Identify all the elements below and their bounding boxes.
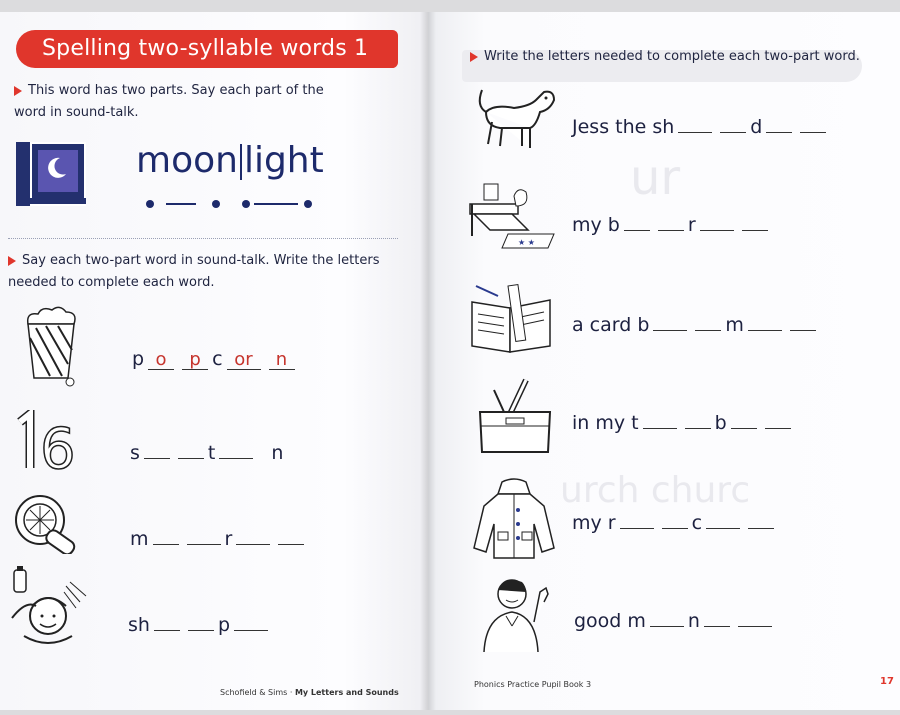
answer-blank[interactable]	[678, 112, 712, 133]
word-start: Jess the sh	[572, 116, 675, 138]
waving-boy-icon	[476, 572, 556, 652]
letter-given: m	[725, 314, 744, 336]
raincoat-icon	[472, 478, 556, 560]
word-start: a card b	[572, 314, 650, 336]
dog-icon	[474, 82, 558, 154]
answer-blank[interactable]	[704, 606, 730, 627]
answer-blank[interactable]	[720, 112, 746, 133]
letter-given: c	[212, 348, 223, 370]
answer-blank[interactable]: p	[182, 349, 208, 370]
example-word	[136, 140, 324, 181]
letter-given: b	[714, 412, 727, 434]
exercise-row-raincoat	[572, 508, 778, 534]
letter-given: n	[687, 610, 700, 632]
shampoo-icon	[6, 566, 92, 652]
answer-blank[interactable]	[738, 606, 772, 627]
sound-talk-dots	[146, 196, 316, 212]
word-start: in my t	[572, 412, 639, 434]
word-start: my b	[572, 214, 620, 236]
mushroom-icon	[12, 492, 84, 554]
exercise-row-bedroom	[572, 210, 772, 236]
exercise-row-mushroom	[130, 524, 308, 550]
answer-blank[interactable]	[700, 210, 734, 231]
answer-blank[interactable]	[144, 438, 170, 459]
exercise-row-dog	[572, 112, 830, 138]
syllable-divider	[240, 144, 242, 180]
letter-given: c	[691, 512, 703, 534]
answer-blank[interactable]	[278, 524, 304, 545]
show-through-text: ur	[630, 150, 681, 206]
page-title: Spelling two-syllable words 1	[16, 30, 398, 68]
answer-blank[interactable]	[650, 606, 684, 627]
answer-blank[interactable]	[620, 508, 654, 529]
show-through-text: urch churc	[560, 470, 751, 511]
example-part-1: moon	[136, 140, 238, 181]
answer-blank[interactable]	[187, 524, 221, 545]
letter-given: s	[130, 442, 140, 464]
answer-blank[interactable]	[742, 210, 768, 231]
popcorn-icon	[22, 306, 82, 388]
answer-blank[interactable]	[748, 508, 774, 529]
letter-given: d	[750, 116, 763, 138]
instruction-2-text: Say each two-part word in sound-talk. Write the letters needed to complete each word.	[8, 253, 380, 290]
triangle-bullet-icon	[470, 52, 478, 62]
answer-blank[interactable]	[234, 610, 268, 631]
svg-text:★ ★: ★ ★	[518, 238, 535, 247]
section-divider	[8, 238, 398, 239]
instruction-1-text: This word has two parts. Say each part of the word in sound-talk.	[14, 83, 324, 120]
letter-given: r	[224, 528, 233, 550]
toolbox-icon	[476, 376, 554, 456]
letter-given: sh	[128, 614, 150, 636]
answer-blank[interactable]	[731, 408, 757, 429]
answer-blank[interactable]	[662, 508, 688, 529]
triangle-bullet-icon	[14, 86, 22, 96]
book-gutter	[420, 12, 436, 710]
bookmark-icon	[468, 282, 558, 354]
answer-blank[interactable]	[765, 408, 791, 429]
instruction-1	[14, 80, 354, 124]
answer-blank[interactable]	[188, 610, 214, 631]
answer-blank[interactable]	[178, 438, 204, 459]
answer-blank[interactable]	[153, 524, 179, 545]
answer-blank[interactable]	[653, 310, 687, 331]
answer-blank[interactable]	[236, 524, 270, 545]
left-footer: Schofield & Sims · My Letters and Sounds	[220, 688, 399, 697]
right-footer: Phonics Practice Pupil Book 3	[474, 680, 592, 689]
footer-publisher: Schofield & Sims	[220, 688, 288, 697]
exercise-row-shampoo	[128, 610, 272, 636]
answer-blank[interactable]	[748, 310, 782, 331]
answer-blank[interactable]	[695, 310, 721, 331]
right-instruction-text: Write the letters needed to complete each two-part word.	[484, 49, 860, 64]
answer-blank[interactable]	[658, 210, 684, 231]
bedroom-icon	[468, 180, 560, 254]
letter-given: r	[687, 214, 696, 236]
exercise-row-popcorn	[132, 348, 299, 370]
answer-blank[interactable]	[790, 310, 816, 331]
answer-blank[interactable]: o	[148, 349, 174, 370]
answer-blank[interactable]	[800, 112, 826, 133]
exercise-row-sixteen	[130, 438, 283, 464]
exercise-row-waving	[574, 606, 776, 632]
answer-blank[interactable]	[685, 408, 711, 429]
letter-given: n	[271, 442, 284, 464]
footer-series: My Letters and Sounds	[294, 688, 399, 697]
answer-blank[interactable]	[706, 508, 740, 529]
triangle-bullet-icon	[8, 256, 16, 266]
answer-blank[interactable]: or	[227, 349, 261, 370]
answer-blank[interactable]: n	[269, 349, 295, 370]
letter-given: t	[207, 442, 216, 464]
letter-given: p	[217, 614, 231, 636]
answer-blank[interactable]	[154, 610, 180, 631]
word-start: my r	[572, 512, 616, 534]
letter-given: m	[130, 528, 149, 550]
right-instruction	[470, 46, 860, 68]
instruction-2	[8, 250, 398, 294]
exercise-row-toolbox	[572, 408, 795, 434]
answer-blank[interactable]	[766, 112, 792, 133]
answer-blank[interactable]	[219, 438, 253, 459]
example-part-2: light	[243, 140, 324, 181]
sixteen-icon	[14, 410, 80, 472]
answer-blank[interactable]	[643, 408, 677, 429]
answer-blank[interactable]	[624, 210, 650, 231]
night-window-icon	[16, 142, 86, 206]
page-number: 17	[880, 676, 894, 687]
letter-given: p	[132, 348, 145, 370]
exercise-row-bookmark	[572, 310, 820, 336]
svg-text:6: 6	[40, 417, 76, 472]
word-start: good m	[574, 610, 646, 632]
